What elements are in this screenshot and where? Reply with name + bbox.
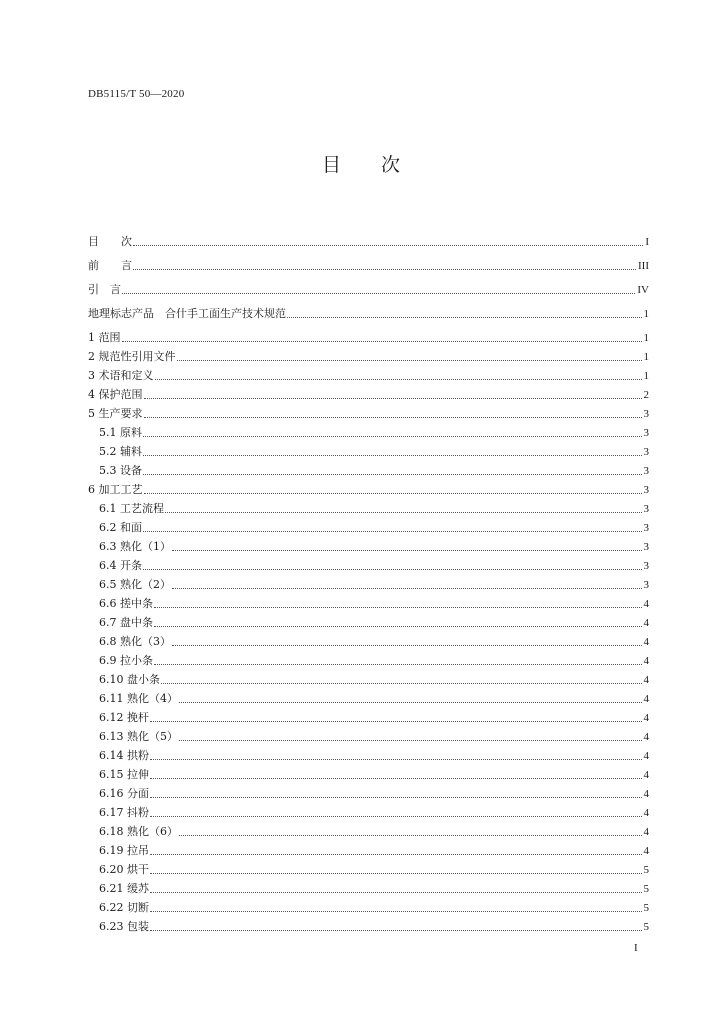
dot-leader (143, 473, 642, 475)
toc-entry-label: 4 保护范围 (88, 388, 143, 401)
toc-entry-page: 4 (643, 845, 649, 857)
toc-entry-page: 3 (643, 522, 649, 534)
toc-entry[interactable] (88, 538, 649, 554)
toc-entry-label: 6.2 和面 (99, 521, 142, 534)
dot-leader (143, 435, 642, 437)
toc-entry[interactable] (88, 233, 649, 249)
dot-leader (165, 511, 642, 513)
toc-entry-label: 5.2 辅料 (99, 445, 142, 458)
dot-leader (144, 416, 642, 418)
toc-entry[interactable] (88, 804, 649, 820)
dot-leader (150, 872, 642, 874)
dot-leader (150, 891, 642, 893)
toc-entry-page: 4 (643, 731, 649, 743)
toc-entry-page: 3 (643, 427, 649, 439)
toc-entry-label: 6.11 熟化（4） (99, 692, 178, 705)
toc-entry-label: 6.13 熟化（5） (99, 730, 178, 743)
toc-entry-page: I (645, 236, 649, 248)
toc-entry-page: 4 (643, 826, 649, 838)
dot-leader (143, 530, 642, 532)
dot-leader (143, 568, 642, 570)
toc-entry-label: 6.19 拉吊 (99, 844, 149, 857)
toc-entry[interactable] (88, 386, 649, 402)
toc-entry-label: 地理标志产品 合什手工面生产技术规范 (88, 307, 286, 320)
toc-entry-label: 6 加工工艺 (88, 483, 143, 496)
toc-entry[interactable] (88, 595, 649, 611)
toc-entry-label: 6.15 拉伸 (99, 768, 149, 781)
toc-entry[interactable] (88, 842, 649, 858)
toc-entry-label: 6.3 熟化（1） (99, 540, 171, 553)
toc-entry-page: 4 (643, 693, 649, 705)
dot-leader (133, 244, 643, 246)
toc-entry-label: 6.10 盘小条 (99, 673, 160, 686)
toc-entry-page: 3 (643, 484, 649, 496)
dot-leader (150, 777, 642, 779)
toc-entry-page: III (638, 260, 649, 272)
dot-leader (161, 682, 642, 684)
toc-entry-page: 3 (643, 465, 649, 477)
toc-entry[interactable] (88, 519, 649, 535)
toc-entry-label: 目 次 (88, 235, 132, 248)
toc-entry-page: 3 (643, 503, 649, 515)
dot-leader (154, 625, 642, 627)
toc-entry[interactable] (88, 709, 649, 725)
dot-leader (172, 644, 642, 646)
toc-entry-page: 4 (643, 674, 649, 686)
standard-code: DB5115/T 50—2020 (88, 88, 185, 100)
dot-leader (179, 701, 642, 703)
toc-entry-label: 6.16 分面 (99, 787, 149, 800)
toc-entry[interactable] (88, 348, 649, 364)
toc-entry-label: 6.4 开条 (99, 559, 142, 572)
toc-entry[interactable] (88, 880, 649, 896)
toc-entry[interactable] (88, 424, 649, 440)
toc-entry-label: 6.21 缓苏 (99, 882, 149, 895)
dot-leader (122, 340, 642, 342)
toc-entry-page: 4 (643, 769, 649, 781)
toc-entry-page: 1 (643, 308, 649, 320)
table-of-contents (88, 0, 649, 1024)
toc-entry-page: 3 (643, 408, 649, 420)
toc-entry-label: 1 范围 (88, 331, 121, 344)
toc-entry[interactable] (88, 443, 649, 459)
toc-entry[interactable] (88, 690, 649, 706)
toc-entry[interactable] (88, 557, 649, 573)
toc-entry-label: 6.12 挽杆 (99, 711, 149, 724)
toc-entry[interactable] (88, 367, 649, 383)
dot-leader (150, 720, 642, 722)
toc-entry-page: 5 (643, 864, 649, 876)
dot-leader (172, 587, 642, 589)
toc-entry-page: 3 (643, 541, 649, 553)
dot-leader (143, 454, 642, 456)
toc-entry-label: 2 规范性引用文件 (88, 350, 176, 363)
toc-entry[interactable] (88, 652, 649, 668)
toc-entry-label: 6.1 工艺流程 (99, 502, 164, 515)
toc-entry-page: 3 (643, 579, 649, 591)
toc-entry-page: 4 (643, 598, 649, 610)
toc-heading-right: 次 (381, 154, 403, 176)
toc-entry-page: 1 (643, 370, 649, 382)
toc-entry[interactable] (88, 728, 649, 744)
dot-leader (154, 663, 642, 665)
toc-entry[interactable] (88, 747, 649, 763)
dot-leader (150, 758, 642, 760)
toc-entry[interactable] (88, 576, 649, 592)
toc-entry-page: 2 (643, 389, 649, 401)
toc-entry-label: 6.18 熟化（6） (99, 825, 178, 838)
dot-leader (154, 606, 642, 608)
dot-leader (150, 796, 642, 798)
toc-entry[interactable] (88, 481, 649, 497)
dot-leader (150, 910, 642, 912)
toc-entry-page: 4 (643, 636, 649, 648)
toc-entry[interactable] (88, 899, 649, 915)
toc-entry-label: 5 生产要求 (88, 407, 143, 420)
toc-entry-page: 5 (643, 902, 649, 914)
dot-leader (144, 397, 642, 399)
dot-leader (179, 834, 642, 836)
dot-leader (179, 739, 642, 741)
toc-entry-label: 3 术语和定义 (88, 369, 154, 382)
toc-entry-label: 6.22 切断 (99, 901, 149, 914)
page-number: I (634, 942, 638, 954)
toc-entry[interactable] (88, 614, 649, 630)
toc-entry-page: 3 (643, 560, 649, 572)
toc-entry-label: 6.23 包装 (99, 920, 149, 933)
toc-entry-label: 5.3 设备 (99, 464, 142, 477)
dot-leader (150, 815, 642, 817)
toc-entry-page: 4 (643, 788, 649, 800)
toc-entry-label: 6.14 拱粉 (99, 749, 149, 762)
dot-leader (133, 268, 636, 270)
dot-leader (287, 316, 642, 318)
toc-entry[interactable] (88, 329, 649, 345)
toc-entry-page: 4 (643, 617, 649, 629)
toc-entry-page: IV (637, 284, 649, 296)
toc-entry-label: 6.7 盘中条 (99, 616, 153, 629)
dot-leader (150, 853, 642, 855)
toc-entry-page: 1 (643, 351, 649, 363)
dot-leader (150, 929, 642, 931)
toc-heading-left: 目 (321, 154, 343, 176)
toc-entry[interactable] (88, 785, 649, 801)
toc-entry-label: 引 言 (88, 283, 121, 296)
dot-leader (172, 549, 642, 551)
toc-entry-label: 6.9 拉小条 (99, 654, 153, 667)
dot-leader (155, 378, 642, 380)
toc-entry[interactable] (88, 500, 649, 516)
dot-leader (144, 492, 642, 494)
toc-entry[interactable] (88, 462, 649, 478)
toc-entry-page: 5 (643, 921, 649, 933)
dot-leader (122, 292, 635, 294)
toc-entry-label: 前 言 (88, 259, 132, 272)
toc-entry-label: 5.1 原料 (99, 426, 142, 439)
toc-entry-page: 4 (643, 712, 649, 724)
toc-entry[interactable] (88, 766, 649, 782)
toc-entry-label: 6.8 熟化（3） (99, 635, 171, 648)
toc-entry[interactable] (88, 918, 649, 934)
toc-entry-page: 4 (643, 750, 649, 762)
toc-entry-page: 5 (643, 883, 649, 895)
toc-entry[interactable] (88, 281, 649, 297)
toc-entry-page: 3 (643, 446, 649, 458)
toc-entry[interactable] (88, 305, 649, 321)
toc-entry[interactable] (88, 633, 649, 649)
toc-entry-label: 6.17 抖粉 (99, 806, 149, 819)
toc-entry[interactable] (88, 861, 649, 877)
toc-entry[interactable] (88, 405, 649, 421)
dot-leader (177, 359, 642, 361)
toc-entry-label: 6.5 熟化（2） (99, 578, 171, 591)
toc-entry[interactable] (88, 671, 649, 687)
toc-entry-page: 1 (643, 332, 649, 344)
toc-entry-label: 6.20 烘干 (99, 863, 149, 876)
toc-entry-page: 4 (643, 655, 649, 667)
toc-entry[interactable] (88, 823, 649, 839)
toc-entry[interactable] (88, 257, 649, 273)
toc-entry-page: 4 (643, 807, 649, 819)
toc-entry-label: 6.6 搓中条 (99, 597, 153, 610)
